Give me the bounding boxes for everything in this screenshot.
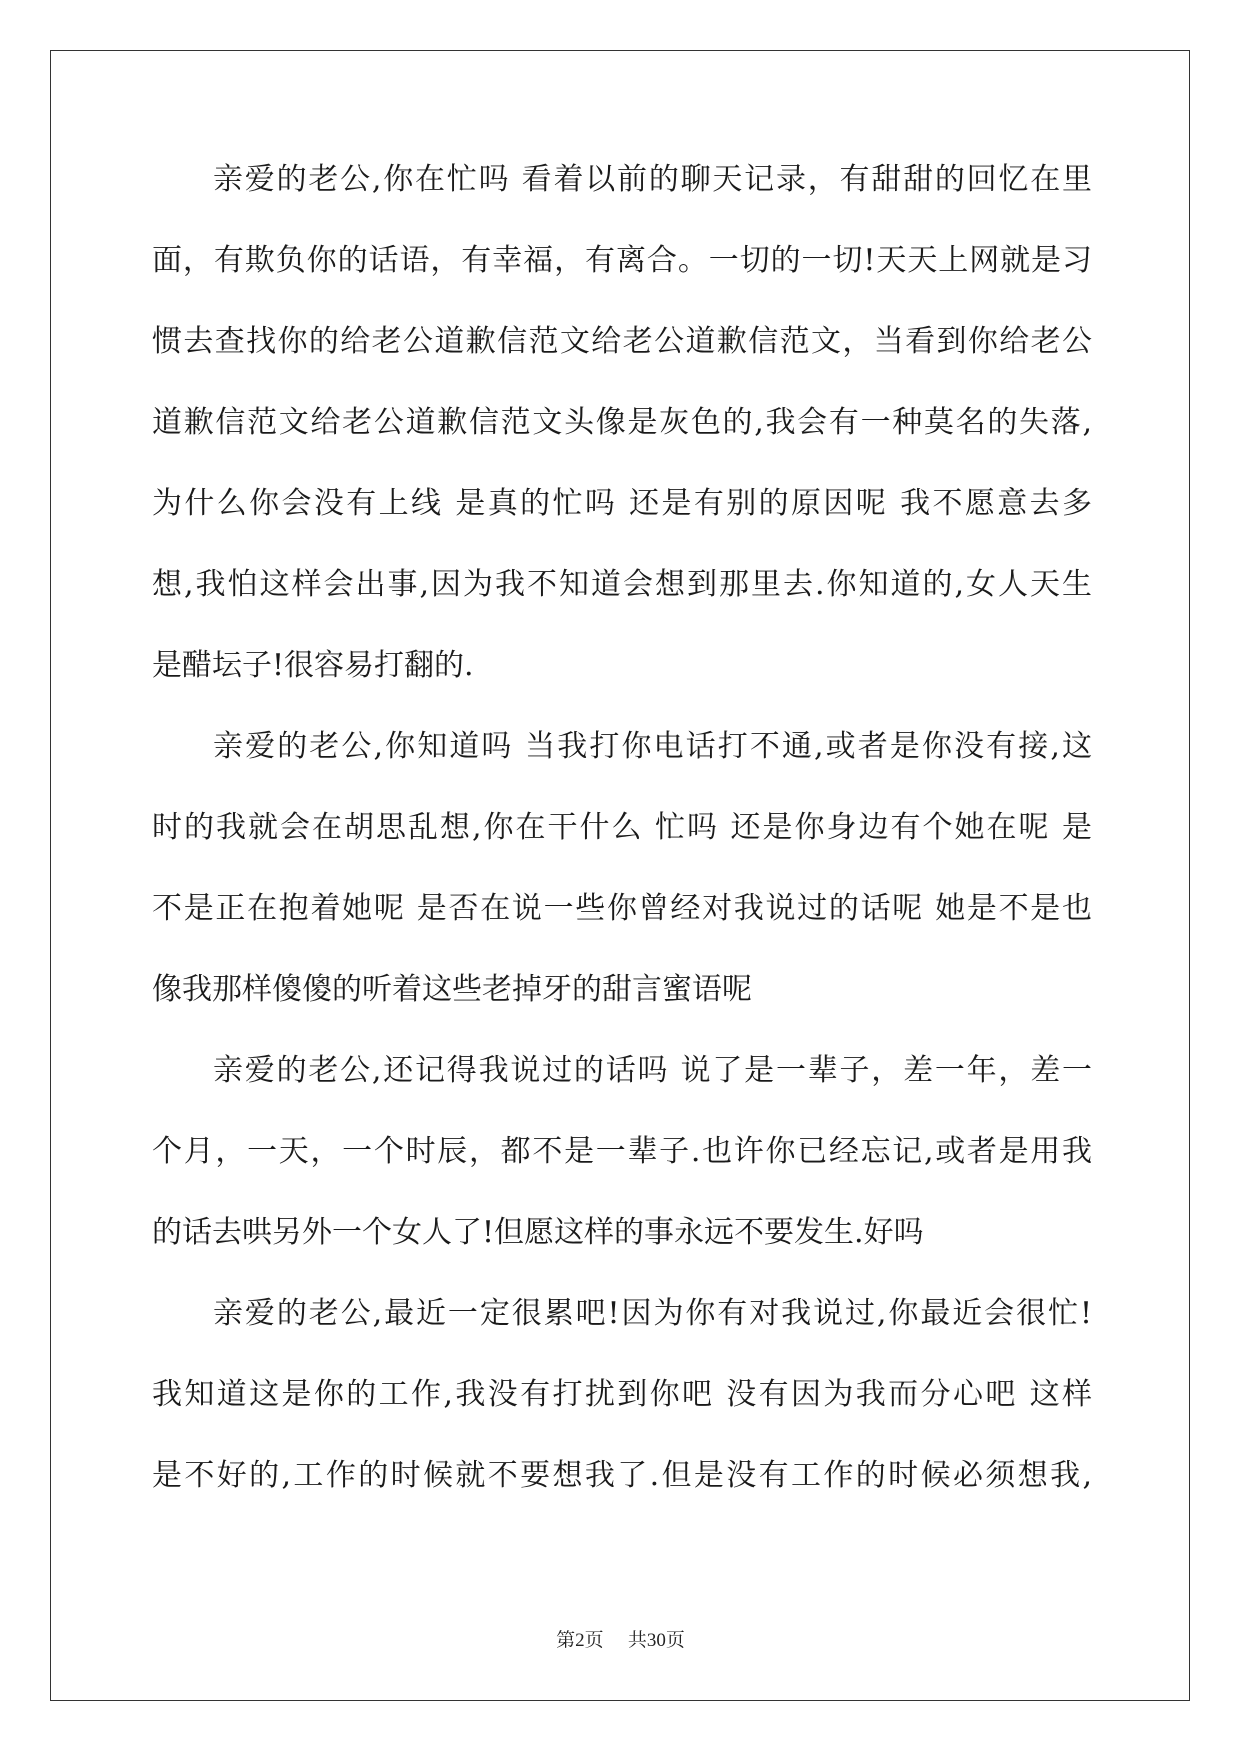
text-line: 为什么你会没有上线 是真的忙吗 还是有别的原因呢 我不愿意去多 xyxy=(152,486,1092,521)
page-number: 2 xyxy=(575,1630,585,1651)
text-line: 亲爱的老公,最近一定很累吧!因为你有对我说过,你最近会很忙! xyxy=(213,1296,1092,1331)
text-line: 亲爱的老公,你在忙吗 看着以前的聊天记录，有甜甜的回忆在里 xyxy=(213,162,1092,197)
text-line: 时的我就会在胡思乱想,你在干什么 忙吗 还是你身边有个她在呢 是 xyxy=(152,810,1092,845)
total-label-suffix: 页 xyxy=(665,1629,685,1651)
text-line: 亲爱的老公,还记得我说过的话吗 说了是一辈子，差一年，差一 xyxy=(213,1053,1092,1088)
text-line: 面，有欺负你的话语，有幸福，有离合。一切的一切!天天上网就是习 xyxy=(152,243,1092,278)
text-line: 亲爱的老公,你知道吗 当我打你电话打不通,或者是你没有接,这 xyxy=(213,729,1092,764)
page-label-prefix: 第 xyxy=(556,1629,576,1651)
page-footer xyxy=(0,1628,1241,1653)
page-label-suffix: 页 xyxy=(584,1629,604,1651)
text-line: 是醋坛子!很容易打翻的. xyxy=(152,648,474,683)
text-line: 像我那样傻傻的听着这些老掉牙的甜言蜜语呢 xyxy=(152,972,752,1007)
text-line: 不是正在抱着她呢 是否在说一些你曾经对我说过的话呢 她是不是也 xyxy=(152,891,1092,926)
text-line: 个月，一天，一个时辰，都不是一辈子.也许你已经忘记,或者是用我 xyxy=(152,1134,1092,1169)
text-line: 想,我怕这样会出事,因为我不知道会想到那里去.你知道的,女人天生 xyxy=(152,567,1092,602)
text-line: 道歉信范文给老公道歉信范文头像是灰色的,我会有一种莫名的失落, xyxy=(152,405,1092,440)
total-label-prefix: 共 xyxy=(627,1629,647,1651)
text-line: 是不好的,工作的时候就不要想我了.但是没有工作的时候必须想我, xyxy=(152,1458,1092,1493)
total-pages: 30 xyxy=(646,1630,666,1651)
text-line: 惯去查找你的给老公道歉信范文给老公道歉信范文，当看到你给老公 xyxy=(152,324,1092,359)
text-line: 的话去哄另外一个女人了!但愿这样的事永远不要发生.好吗 xyxy=(152,1215,924,1250)
text-line: 我知道这是你的工作,我没有打扰到你吧 没有因为我而分心吧 这样 xyxy=(152,1377,1092,1412)
document-body xyxy=(152,162,1092,1539)
